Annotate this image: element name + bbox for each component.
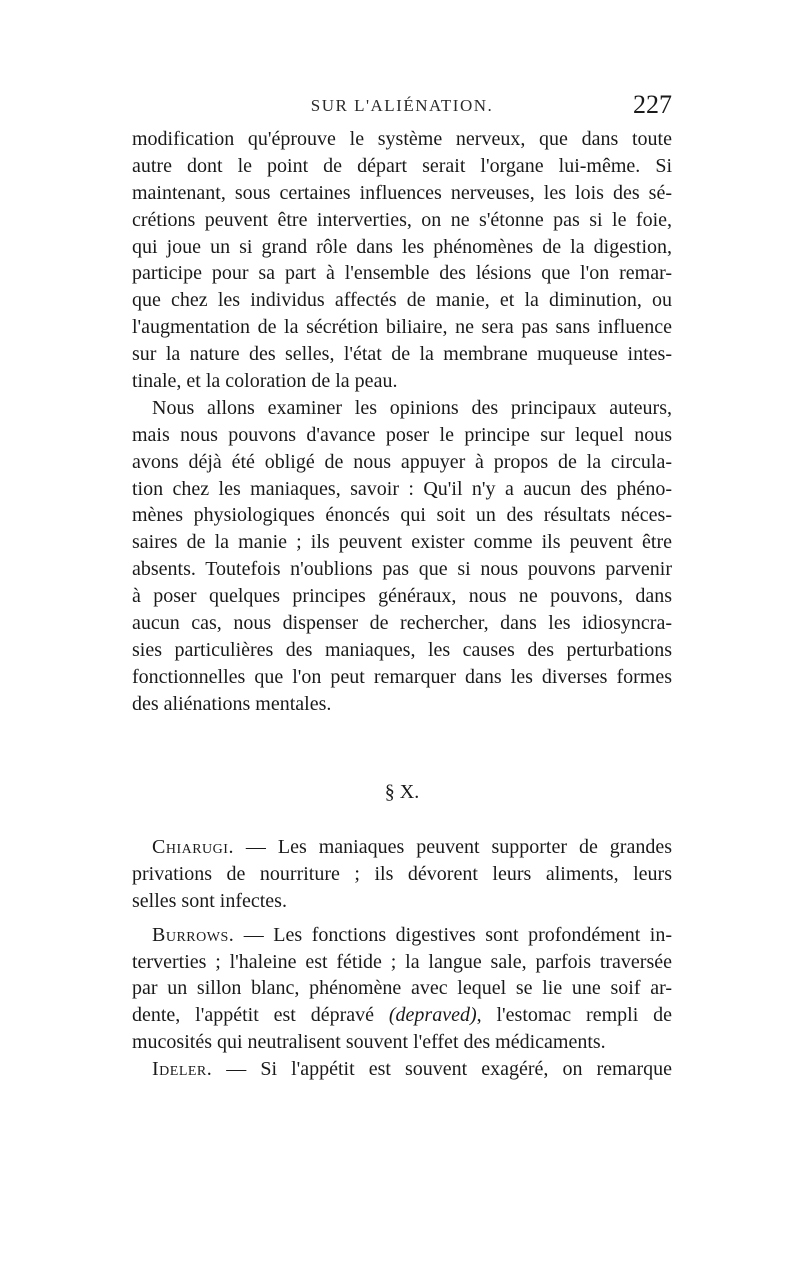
text-line: saires de la manie ; ils peuvent exister comme ils peuvent être xyxy=(132,531,672,554)
entry-burrows xyxy=(132,922,672,1056)
text-line: tinale, et la coloration de la peau. xyxy=(132,370,398,393)
author-name: Ideler. xyxy=(152,1058,213,1081)
text-line: mais nous pouvons d'avance poser le principe sur lequel nous xyxy=(132,423,672,446)
text-line: mucosités qui neutralisent souvent l'effet des médicaments. xyxy=(132,1031,606,1054)
entry-text: , l'estomac rempli de xyxy=(476,1004,673,1027)
text-line: maintenant, sous certaines influences nerveuses, les lois des sé- xyxy=(132,181,672,204)
author-entries xyxy=(132,834,672,1083)
paragraph-2 xyxy=(132,395,672,718)
running-title: SUR L'ALIÉNATION. xyxy=(310,96,494,115)
text-line: l'augmentation de la sécrétion biliaire, ne sera pas sans influence xyxy=(132,316,672,339)
text-line: que chez les individus affectés de manie, et la diminution, ou xyxy=(132,289,672,312)
entry-text: dente, l'appétit est dépravé xyxy=(132,1004,389,1027)
text-line: qui joue un si grand rôle dans les phénomènes de la digestion, xyxy=(132,235,672,258)
entry-text-italic: (depraved) xyxy=(388,1004,477,1027)
body-text xyxy=(132,126,672,718)
text-line: privations de nourriture ; ils dévorent leurs aliments, leurs xyxy=(132,862,672,885)
text-line: absents. Toutefois n'oublions pas que si nous pouvons parvenir xyxy=(132,558,672,581)
entry-text: — Si l'appétit est souvent exagéré, on remarque xyxy=(212,1058,672,1081)
text-line: aucun cas, nous dispenser de rechercher, dans les idiosyncra- xyxy=(132,612,672,635)
text-line: modification qu'éprouve le système nerveux, que dans toute xyxy=(132,128,672,150)
text-line: sur la nature des selles, l'état de la membrane muqueuse intes- xyxy=(132,343,672,366)
text-line: avons déjà été obligé de nous appuyer à propos de la circula- xyxy=(132,450,672,473)
text-line: par un sillon blanc, phénomène avec lequel se lie une soif ar- xyxy=(132,977,672,1000)
text-line: fonctionnelles que l'on peut remarquer dans les diverses formes xyxy=(132,665,672,688)
text-line: Nous allons examiner les opinions des principaux auteurs, xyxy=(152,396,672,419)
text-line: sies particulières des maniaques, les causes des perturbations xyxy=(132,638,672,661)
page-number: 227 xyxy=(633,90,672,119)
entry-chiarugi xyxy=(132,834,672,915)
text-line: selles sont infectes. xyxy=(132,889,287,912)
text-line: autre dont le point de départ serait l'organe lui-même. Si xyxy=(132,154,672,177)
text-line: mènes physiologiques énoncés qui soit un des résultats néces- xyxy=(132,504,672,527)
text-line: participe pour sa part à l'ensemble des lésions que l'on remar- xyxy=(132,262,672,285)
text-line xyxy=(132,922,672,949)
text-line: tion chez les maniaques, savoir : Qu'il n'y a aucun des phéno- xyxy=(132,477,672,500)
author-name: Burrows. xyxy=(152,923,235,946)
entry-text: — Les fonctions digestives sont profondément in- xyxy=(234,923,672,946)
text-line: des aliénations mentales. xyxy=(132,692,332,715)
text-line xyxy=(132,834,672,861)
text-line: crétions peuvent être interverties, on ne s'étonne pas si le foie, xyxy=(132,208,672,231)
entry-text: — Les maniaques peuvent supporter de grandes xyxy=(233,836,672,858)
text-line xyxy=(132,1056,672,1083)
paragraph-1 xyxy=(132,126,672,395)
section-heading: § X. xyxy=(384,781,420,803)
text-line: à poser quelques principes généraux, nous ne pouvons, dans xyxy=(132,585,672,608)
text-line xyxy=(132,1002,672,1029)
entry-ideler xyxy=(132,1056,672,1083)
text-line: terverties ; l'haleine est fétide ; la langue sale, parfois traversée xyxy=(132,950,672,973)
author-name: Chiarugi. xyxy=(152,836,234,858)
running-head xyxy=(132,90,672,120)
